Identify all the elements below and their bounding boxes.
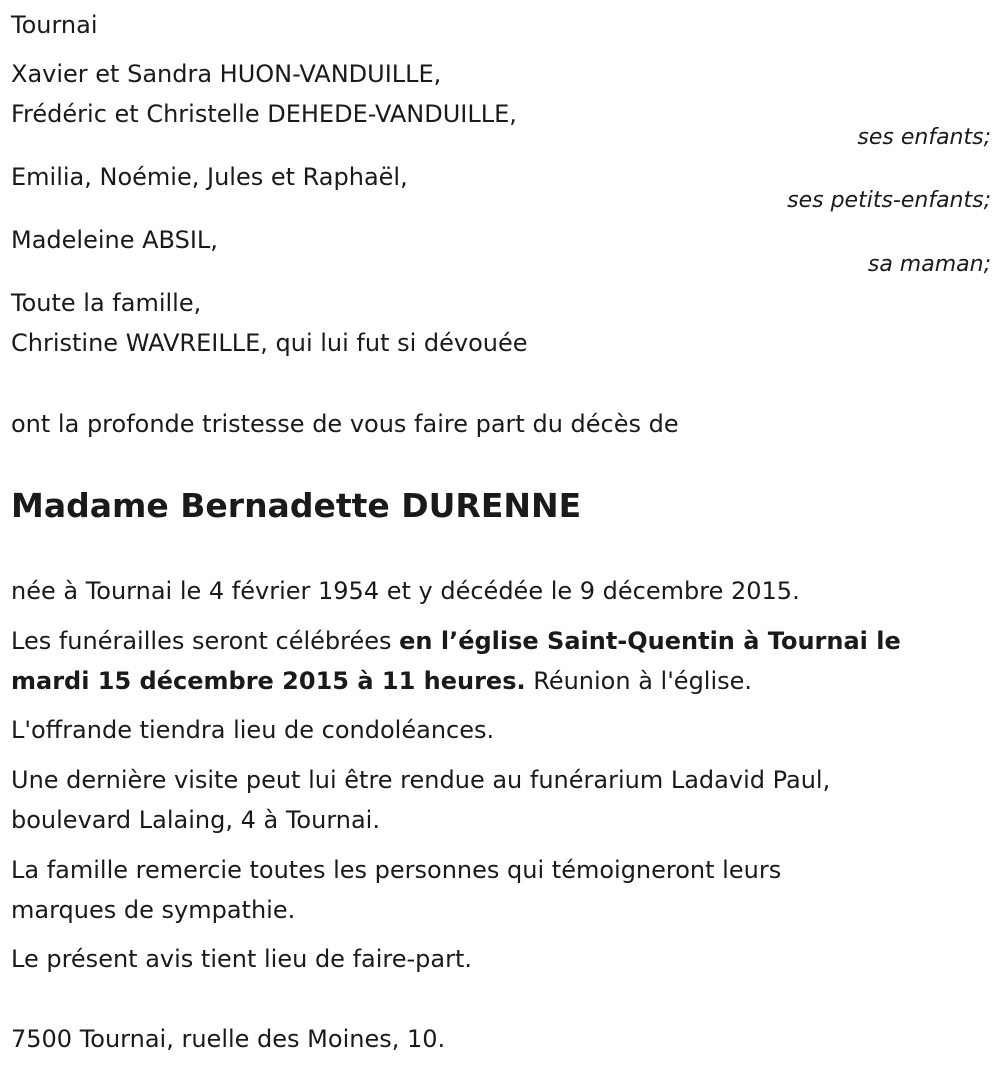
children-line-1: Xavier et Sandra HUON-VANDUILLE,: [11, 60, 442, 88]
children-role: ses enfants;: [857, 125, 991, 150]
funeral-line-1: [11, 621, 901, 661]
thanks-line-1: La famille remercie toutes les personnes qui témoigneront leurs: [11, 856, 782, 884]
mother-line: Madeleine ABSIL,: [11, 226, 218, 254]
offering-line: L'offrande tiendra lieu de condoléances.: [11, 716, 495, 744]
birth-death-line: née à Tournai le 4 février 1954 et y décédée le 9 décembre 2015.: [11, 577, 800, 605]
funeral-datetime: mardi 15 décembre 2015 à 11 heures.: [11, 667, 526, 695]
obituary-notice: [11, 0, 991, 1073]
funeral-prefix: Les funérailles seront célébrées: [11, 627, 400, 655]
deceased-name: Madame Bernadette DURENNE: [11, 486, 582, 525]
family-line: Toute la famille,: [11, 289, 202, 317]
address-line: 7500 Tournai, ruelle des Moines, 10.: [11, 1025, 446, 1053]
thanks-line-2: marques de sympathie.: [11, 896, 296, 924]
visit-line-2: boulevard Lalaing, 4 à Tournai.: [11, 806, 380, 834]
grandchildren-role: ses petits-enfants;: [787, 188, 991, 213]
mother-role: sa maman;: [867, 252, 991, 277]
devoted-line: Christine WAVREILLE, qui lui fut si dévouée: [11, 329, 528, 357]
notice-line: Le présent avis tient lieu de faire-part.: [11, 945, 473, 973]
visit-line-1: Une dernière visite peut lui être rendue au funérarium Ladavid Paul,: [11, 766, 831, 794]
children-line-2: Frédéric et Christelle DEHEDE-VANDUILLE,: [11, 100, 517, 128]
announcement-intro: ont la profonde tristesse de vous faire part du décès de: [11, 410, 679, 438]
location-heading: Tournai: [11, 11, 98, 39]
funeral-suffix: Réunion à l'église.: [525, 667, 753, 695]
grandchildren-line: Emilia, Noémie, Jules et Raphaël,: [11, 163, 408, 191]
funeral-line-2: [11, 661, 752, 701]
funeral-location: en l’église Saint-Quentin à Tournai le: [399, 627, 901, 655]
